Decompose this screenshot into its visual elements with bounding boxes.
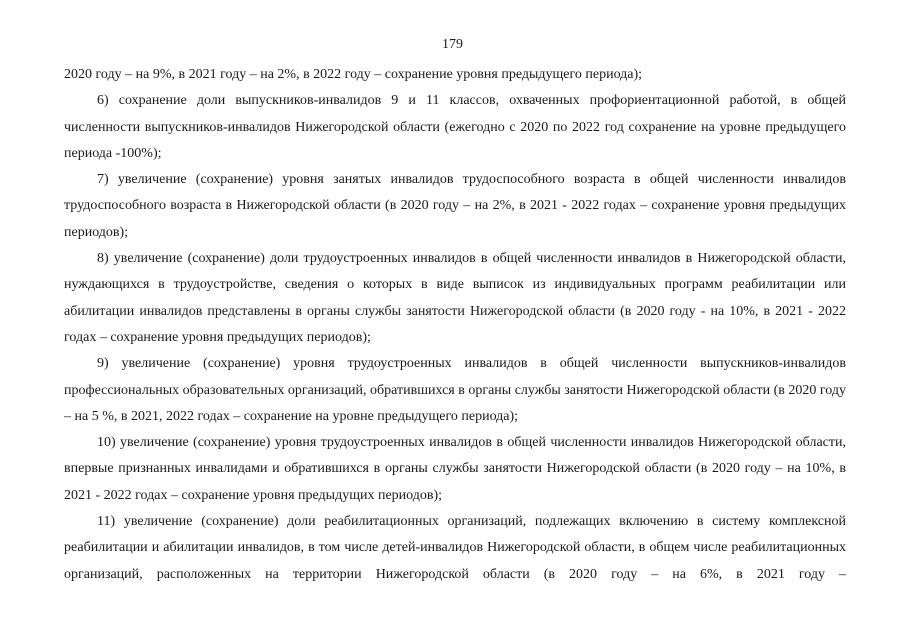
paragraph-item-9: 9) увеличение (сохранение) уровня трудоустроенных инвалидов в общей численности выпускников-инвалидов профессиональных образовательных организаций, обратившихся в органы службы занятости Нижегородской области (в 2020 году – на 5 %, в 2021, 2022 годах – сохранение на уровне предыдущего периода);: [64, 356, 846, 424]
page-number: 179: [442, 37, 463, 52]
paragraph-item-11: 11) увеличение (сохранение) доли реабилитационных организаций, подлежащих включению в систему комплексной реабилитации и абилитации инвалидов, в том числе детей-инвалидов Нижегородской области, в общем числе реабилитационных организаций, расположенных на территории Нижегородской области (в 2020 году – на 6%, в 2021 году –: [64, 514, 846, 582]
paragraph-continuation: 2020 году – на 9%, в 2021 году – на 2%, в 2022 году – сохранение уровня предыдущего периода);: [64, 67, 643, 82]
document-body: [64, 62, 846, 588]
paragraph-item-7: 7) увеличение (сохранение) уровня занятых инвалидов трудоспособного возраста в общей численности инвалидов трудоспособного возраста в Нижегородской области (в 2020 году – на 2%, в 2021 - 2022 годах – сохранение уровня предыдущих периодов);: [64, 172, 846, 240]
paragraph-item-10: 10) увеличение (сохранение) уровня трудоустроенных инвалидов в общей численности инвалидов Нижегородской области, впервые признанных инвалидами и обратившихся в органы службы занятости Нижегородской области (в 2020 году – на 10%, в 2021 - 2022 годах – сохранение уровня предыдущих периодов);: [64, 435, 846, 503]
paragraph-item-8: 8) увеличение (сохранение) доли трудоустроенных инвалидов в общей численности инвалидов в Нижегородской области, нуждающихся в трудоустройстве, сведения о которых в виде выписок из индивидуальных программ реабилитации или абилитации инвалидов представлены в органы службы занятости Нижегородской области (в 2020 году - на 10%, в 2021 - 2022 годах – сохранение уровня предыдущих периодов);: [64, 251, 846, 345]
paragraph-item-6: 6) сохранение доли выпускников-инвалидов 9 и 11 классов, охваченных профориентационной работой, в общей численности выпускников-инвалидов Нижегородской области (ежегодно с 2020 по 2022 год сохранение на уровне предыдущего периода -100%);: [64, 93, 846, 161]
